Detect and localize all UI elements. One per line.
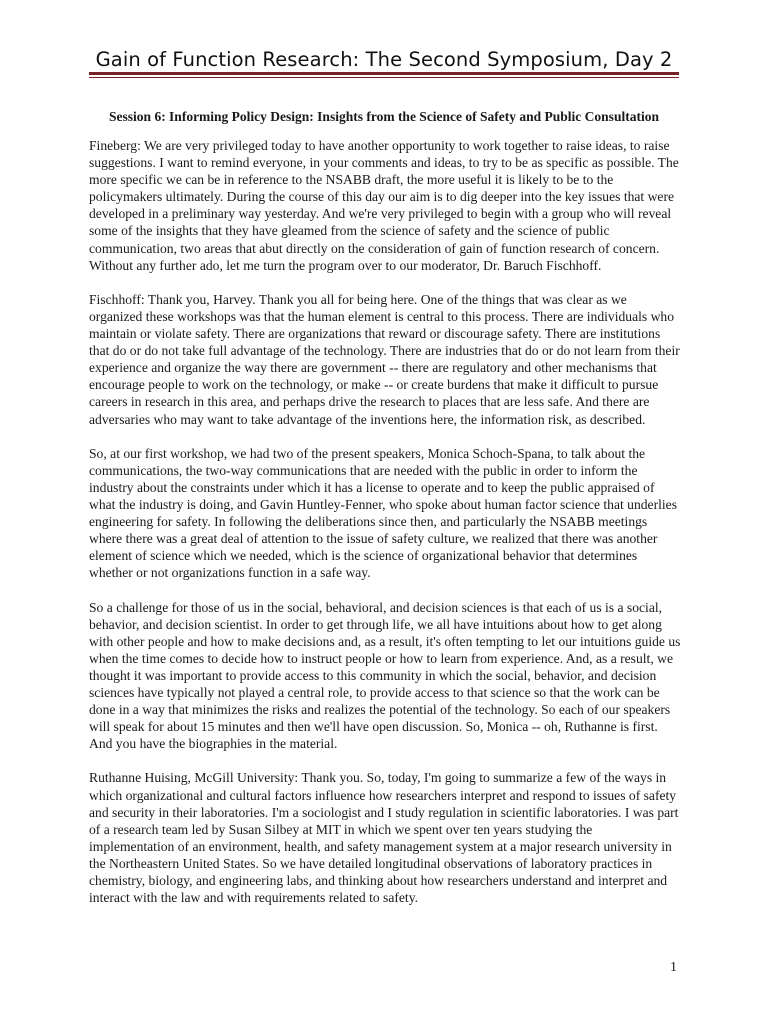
paragraph-social-sciences: So a challenge for those of us in the social, behavioral, and decision sciences is that each of us is a social, behavior, and decision scientist. In order to get through life, we all have intuitions about how to get along with other people and how to make decisions and, as a result, it's often tempting to let our intuitions guide us when the time comes to decide how to instruct people or how to learn from experience. And, as a result, we thought it was important to provide access to this community in which the social, behavior, and decision sciences have typically not played a central role, to provide access to that science so that the work can be done in a way that minimizes the risks and realizes the potential of the technology. So each of our speakers will speak for about 15 minutes and then we'll have open discussion. So, Monica -- oh, Ruthanne is first. And you have the biographies in the material.: [89, 599, 681, 752]
header-rule-thin: [89, 77, 679, 78]
paragraph-huising: Ruthanne Huising, McGill University: Thank you. So, today, I'm going to summarize a few of the ways in which organizational and cultural factors influence how researchers interpret and respond to issues of safety and security in their laboratories. I'm a sociologist and I study regulation in scientific laboratories. I was part of a research team led by Susan Silbey at MIT in which we spent over ten years studying the implementation of an environment, health, and safety management system at a major research university in the Northeastern United States. So we have detailed longitudinal observations of laboratory practices in chemistry, biology, and engineering labs, and thinking about how researchers understand and interpret and interact with the law and with requirements related to safety.: [89, 770, 679, 906]
paragraph-first-workshop: So, at our first workshop, we had two of the present speakers, Monica Schoch-Spana, to talk about the communications, the two-way communications that are needed with the public in order to inform the industry about the constraints under which it has a license to operate and to keep the public appraised of what the industry is doing, and Gavin Huntley-Fenner, who spoke about human factor science that underlies engineering for safety. In following the deliberations since then, and particularly the NSABB meetings where there was a great deal of attention to the issue of safety culture, we realized that there was another element of science which we needed, which is the science of organizational behavior that determines whether or not organizations function in a safe way.: [89, 445, 677, 581]
paragraph-fischhoff-intro: Fischhoff: Thank you, Harvey. Thank you all for being here. One of the things that was clear as we organized these workshops was that the human element is central to this process. There are individuals who maintain or violate safety. There are organizations that reward or discourage safety. There are institutions that do or do not take full advantage of the technology. There are industries that do or do not learn from their experience and organize the way there are government -- there are regulatory and other mechanisms that encourage people to work on the technology, or make -- or create burdens that make it difficult to pursue careers in research in this area, and perhaps drive the research to places that are less safe. And there are adversaries who may want to take advantage of the inventions here, the information risk, as described.: [89, 291, 680, 427]
paragraph-fineberg: Fineberg: We are very privileged today to have another opportunity to work together to raise ideas, to raise suggestions. I want to remind everyone, in your comments and ideas, to try to be as specific as possible. The more specific we can be in reference to the NSABB draft, the more useful it is likely to be to the policymakers ultimately. During the course of this day our aim is to dig deeper into the key issues that were developed in a preliminary way yesterday. And we're very privileged to begin with a group who will reveal some of the insights that they have gleamed from the science of safety and the science of public communication, two areas that abut directly on the consideration of gain of function research of concern. Without any further ado, let me turn the program over to our moderator, Dr. Baruch Fischhoff.: [89, 138, 679, 273]
header-rule-thick: [89, 72, 679, 75]
transcript-body: [89, 137, 681, 923]
document-header-title: Gain of Function Research: The Second Symposium, Day 2: [95, 48, 673, 71]
session-title: Session 6: Informing Policy Design: Insights from the Science of Safety and Public Consultation: [109, 109, 659, 124]
page-number: 1: [670, 960, 677, 975]
